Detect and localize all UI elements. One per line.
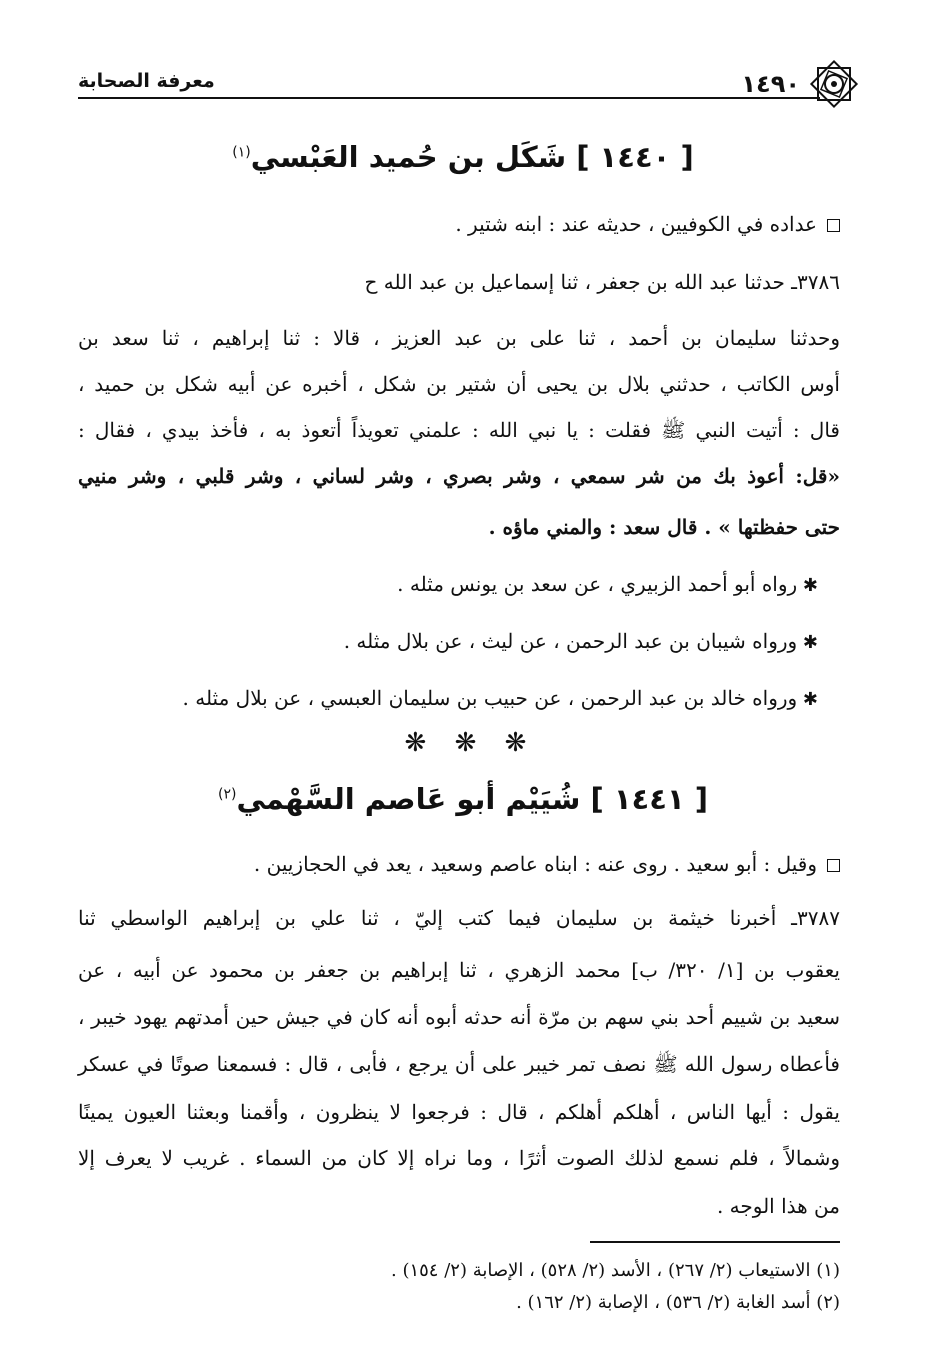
entry-heading-text: [ ١٤٤٠ ] شَكَل بن حُميد العَبْسي (250, 140, 694, 174)
narration-text: ورواه شيبان بن عبد الرحمن ، عن ليث ، عن بلال مثله . (343, 629, 798, 653)
asterisk-icon: ✱ (797, 575, 818, 596)
footnote-rule (590, 1241, 840, 1243)
hadith-line: فأعطاه رسول الله ﷺ نصف تمر خيبر على أن يرجع ، فأبى ، قال : فسمعنا صوتًا في عسكر (78, 1052, 840, 1076)
hadith-line: يعقوب بن [١/ ٣٢٠/ ب] محمد الزهري ، ثنا إبراهيم بن جعفر بن محمود عن أبيه ، عن (78, 958, 840, 982)
hadith-line: وشمالاً ، فلم نسمع لذلك الصوت أثرًا ، وما نراه إلا كان من السماء . غريب لا يعرف إلا (78, 1146, 840, 1170)
entry-heading-text: [ ١٤٤١ ] شُيَيْم أبو عَاصم السَّهْمي (236, 782, 709, 816)
entry-heading (78, 140, 848, 174)
footnote: (٢) أسد الغابة (٢/ ٥٣٦) ، الإصابة (٢/ ١٦٢) . (516, 1292, 840, 1313)
page-number: ١٤٩٠ (741, 70, 800, 98)
narration-line (78, 629, 818, 653)
asterisk-icon: ✱ (797, 689, 818, 710)
footnote-marker: (١) (232, 144, 251, 161)
section-separator: ❋ ❋ ❋ (404, 728, 537, 758)
entry-intro (78, 212, 840, 236)
narration-line (78, 686, 818, 710)
hadith-line: وحدثنا سليمان بن أحمد ، ثنا على بن عبد العزيز ، قالا : ثنا إبراهيم ، ثنا سعد بن (78, 326, 840, 350)
asterisk-icon: ✱ (797, 632, 818, 653)
hadith-line: حتى حفظتها » . قال سعد : والمني ماؤه . (488, 515, 840, 539)
footnote: (١) الاستيعاب (٢/ ٢٦٧) ، الأسد (٢/ ٥٢٨) ، الإصابة (٢/ ١٥٤) . (391, 1260, 840, 1281)
hadith-line: سعيد بن شييم أحد بني سهم بن مرّة أنه حدثه أبوه أنه كان في جيش حين أمدتهم يهود خيبر ، (78, 1005, 840, 1029)
header-rule (78, 97, 820, 99)
narration-text: ورواه خالد بن عبد الرحمن ، عن حبيب بن سليمان العبسي ، عن بلال مثله . (182, 686, 798, 710)
footnote-marker: (٢) (217, 786, 237, 803)
narration-line (78, 572, 818, 596)
hadith-line (365, 270, 841, 294)
entry-intro-text: عداده في الكوفيين ، حديثه عند : ابنه شتير . (455, 212, 817, 236)
hadith-line: من هذا الوجه . (716, 1194, 840, 1218)
square-bullet-icon (827, 859, 840, 872)
hadith-line-text: ٣٧٨٦ـ حدثنا عبد الله بن جعفر ، ثنا إسماعيل بن عبد الله ح (364, 270, 840, 294)
hadith-line: «قل: أعوذ بك من شر سمعي ، وشر بصري ، وشر لساني ، وشر قلبي ، وشر منيي (78, 464, 840, 488)
hadith-line: قال : أتيت النبي ﷺ فقلت : يا نبي الله : علمني تعويذاً أتعوذ به ، فأخذ بيدي ، فقال : (78, 418, 840, 442)
hadith-line: أوس الكاتب ، حدثني بلال بن يحيى أن شتير بن شكل ، أخبره عن أبيه شكل بن حميد ، (78, 372, 840, 396)
running-head: معرفة الصحابة (78, 70, 215, 92)
narration-text: رواه أبو أحمد الزبيري ، عن سعد بن يونس مثله . (397, 572, 798, 596)
hadith-line: يقول : أيها الناس ، أهلكم أهلكم ، قال : فرجعوا لا ينظرون ، وأقمنا وبعثنا العيون يمينًا (78, 1100, 840, 1124)
square-bullet-icon (827, 219, 840, 232)
header-right (741, 58, 860, 110)
star-ornament-icon (808, 58, 860, 110)
entry-intro-text: وقيل : أبو سعيد . روى عنه : ابناه عاصم وسعيد ، يعد في الحجازيين . (253, 852, 817, 876)
hadith-line: ٣٧٨٧ـ أخبرنا خيثمة بن سليمان فيما كتب إليّ ، ثنا علي بن إبراهيم الواسطي ثنا (78, 906, 840, 930)
entry-heading (78, 782, 848, 816)
entry-intro (78, 852, 840, 876)
page-header (78, 58, 860, 110)
